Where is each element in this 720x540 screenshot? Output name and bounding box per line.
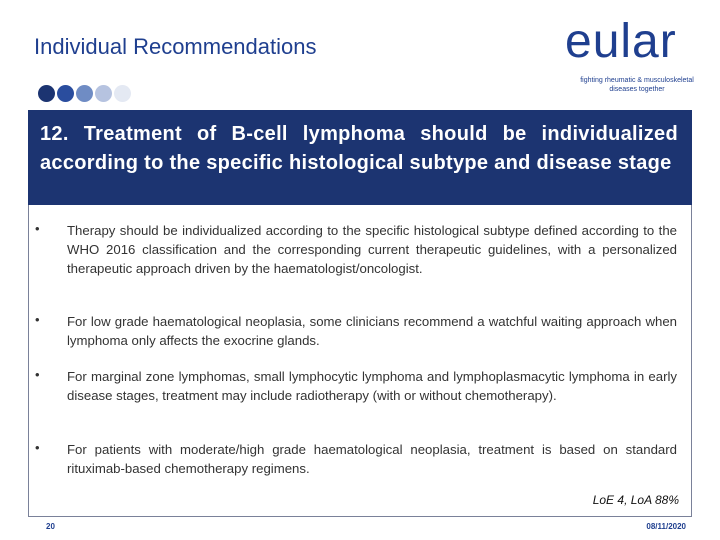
progress-dot [76,85,93,102]
progress-dot [114,85,131,102]
page-title: Individual Recommendations [34,34,317,59]
bullet-marker: • [35,440,40,455]
progress-dots [38,85,131,102]
bullet-text: For low grade haematological neoplasia, some clinicians recommend a watchful waiting approach when lymphoma only affects the exocrine glands. [67,314,677,348]
recommendation-content [28,205,692,517]
eular-tagline: fighting rheumatic & musculoskeletal diseases together [580,77,694,93]
bullet-text: Therapy should be individualized according to the specific histological subtype defined according to the WHO 2016 classification and the corresponding current therapeutic guidelines, with a personalized therapeutic approach driven by the haematologist/oncologist. [67,223,677,276]
recommendation-title-box [28,110,692,205]
progress-dot [57,85,74,102]
bullet-marker: • [35,221,40,236]
bullet-marker: • [35,367,40,382]
progress-dot [38,85,55,102]
bullet-text: For patients with moderate/high grade haematological neoplasia, treatment is based on standard rituximab-based chemotherapy regimens. [67,442,677,476]
bullet-text: For marginal zone lymphomas, small lymphocytic lymphoma and lymphoplasmacytic lymphoma in early disease stages, treatment may include radiotherapy (with or without chemotherapy). [67,369,677,403]
slide-number: 20 [46,522,55,531]
bullet-marker: • [35,312,40,327]
recommendation-title: 12. Treatment of B-cell lymphoma should be individualized according to the specific histological subtype and disease stage [40,123,678,174]
progress-dot [95,85,112,102]
evidence-level: LoE 4, LoA 88% [592,493,679,507]
slide-date: 08/11/2020 [646,522,686,531]
eular-logo: eular [565,15,677,68]
